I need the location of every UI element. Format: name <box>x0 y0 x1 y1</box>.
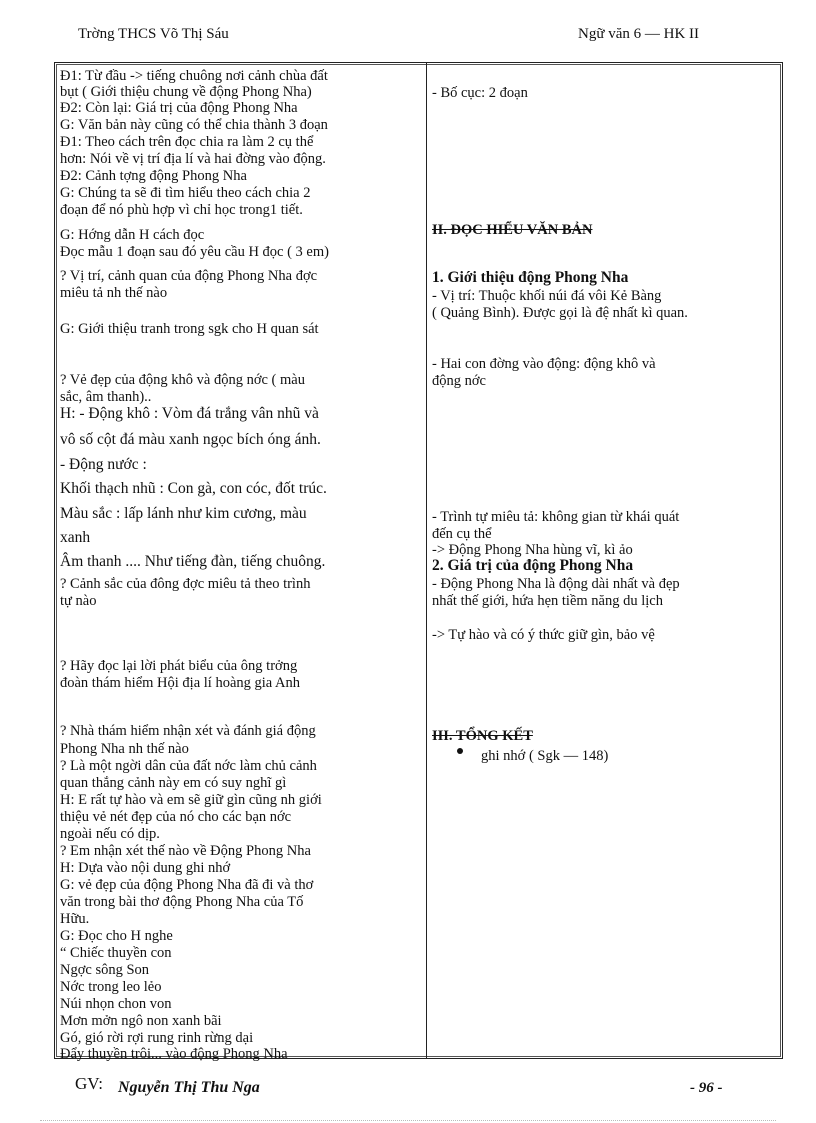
left-line: G: Đọc cho H nghe <box>60 928 173 944</box>
vi-tri-line: ( Quảng Bình). Được gọi là đệ nhất kì quan. <box>432 305 688 321</box>
hung-vi-line: -> Động Phong Nha hùng vĩ, kì ảo <box>432 542 633 558</box>
ghi-nho-line: ghi nhớ ( Sgk — 148) <box>481 748 609 764</box>
left-line: ? Em nhận xét thế nào về Động Phong Nha <box>60 843 311 859</box>
left-line: Đọc mẫu 1 đoạn sau đó yêu cầu H đọc ( 3 em) <box>60 244 329 260</box>
con-duong-line: - Hai con đờng vào động: động khô và <box>432 356 656 372</box>
trinh-tu-line: đến cụ thể <box>432 526 492 542</box>
left-line: H: Dựa vào nội dung ghi nhớ <box>60 860 231 876</box>
bottom-divider <box>40 1120 776 1121</box>
subsection-title-gia-tri: 2. Giá trị của động Phong Nha <box>432 557 634 574</box>
left-line: Hữu. <box>60 911 90 927</box>
left-line: ? Nhà thám hiểm nhận xét và đánh giá động <box>60 723 316 739</box>
left-line: văn trong bài thơ động Phong Nha của Tố <box>60 894 304 910</box>
tu-hao-line: -> Tự hào và có ý thức giữ gìn, bảo vệ <box>432 627 655 643</box>
trinh-tu-line: - Trình tự miêu tả: không gian từ khái quát <box>432 509 680 525</box>
left-line: G: Hớng dẫn H cách đọc <box>60 227 205 243</box>
left-line: Đ2: Còn lại: Giá trị của động Phong Nha <box>60 100 298 116</box>
left-line: G: Chúng ta sẽ đi tìm hiểu theo cách chia 2 <box>60 185 311 201</box>
left-line: vô số cột đá màu xanh ngọc bích óng ánh. <box>60 431 321 448</box>
left-line: hơn: Nói về vị trí địa lí và hai đờng vào động. <box>60 151 326 167</box>
gia-tri-line: nhất thế giới, hứa hẹn tiềm năng du lịch <box>432 593 663 609</box>
left-line: Đ2: Cảnh tợng động Phong Nha <box>60 168 247 184</box>
bullet-icon <box>457 748 463 754</box>
left-line: đoạn để nó phù hợp vì chỉ học trong1 tiết. <box>60 202 303 218</box>
left-line: quan thắng cảnh này em có suy nghĩ gì <box>60 775 287 791</box>
left-line: ngoài nếu có dịp. <box>60 826 160 842</box>
left-line: ? Cảnh sắc của đông đợc miêu tả theo trình <box>60 576 311 592</box>
left-line: Đẩy thuyền trôi... vào động Phong Nha <box>60 1046 288 1062</box>
left-line: Khối thạch nhũ : Con gà, con cóc, đốt trúc. <box>60 480 327 497</box>
column-divider <box>426 62 427 1059</box>
left-line: “ Chiếc thuyền con <box>60 945 172 961</box>
section-title-doc-hieu: II. ĐỌC HIỂU VĂN BẢN <box>432 222 593 238</box>
left-line: thiệu vẻ nét đẹp của nó cho các bạn nớc <box>60 809 292 825</box>
subsection-title-gioi-thieu: 1. Giới thiệu động Phong Nha <box>432 269 629 286</box>
left-line: Gó, gió rời rợi rung rinh rừng dại <box>60 1030 254 1046</box>
left-line: H: E rất tự hào và em sẽ giữ gìn cũng nh giới <box>60 792 322 808</box>
left-line: Núi nhọn chon von <box>60 996 172 1012</box>
left-line: xanh <box>60 529 91 546</box>
left-line: ? Vẻ đẹp của động khô và động nớc ( màu <box>60 372 305 388</box>
left-line: G: Giới thiệu tranh trong sgk cho H quan sát <box>60 321 319 337</box>
left-line: Đ1: Từ đầu -> tiếng chuông nơi cảnh chùa đất <box>60 68 328 84</box>
bo-cuc: - Bố cục: 2 đoạn <box>432 85 528 101</box>
left-line: Phong Nha nh thế nào <box>60 741 189 757</box>
left-line: ? Vị trí, cảnh quan của động Phong Nha đợc <box>60 268 318 284</box>
left-line: bụt ( Giới thiệu chung về động Phong Nha) <box>60 84 312 100</box>
left-line: Đ1: Theo cách trên đọc chia ra làm 2 cụ thể <box>60 134 314 150</box>
left-line: Ngợc sông Son <box>60 962 150 978</box>
left-line: G: Văn bản này cũng có thể chia thành 3 đoạn <box>60 117 328 133</box>
left-line: đoàn thám hiểm Hội địa lí hoàng gia Anh <box>60 675 301 691</box>
school-name: Trờng THCS Võ Thị Sáu <box>78 26 229 42</box>
left-line: H: - Động khô : Vòm đá trắng vân nhũ và <box>60 405 319 422</box>
left-line: Màu sắc : lấp lánh như kim cương, màu <box>60 505 307 522</box>
gia-tri-line: - Động Phong Nha là động dài nhất và đẹp <box>432 576 680 592</box>
left-line: - Động nước : <box>60 456 147 473</box>
teacher-label: GV: <box>75 1074 104 1093</box>
left-line: Nớc trong leo lẻo <box>60 979 162 995</box>
vi-tri-line: - Vị trí: Thuộc khối núi đá vôi Kẻ Bàng <box>432 288 662 304</box>
left-line: sắc, âm thanh).. <box>60 389 152 405</box>
left-line: ? Hãy đọc lại lời phát biểu của ông trởng <box>60 658 298 674</box>
left-line: Mơn mởn ngô non xanh bãi <box>60 1013 222 1029</box>
section-title-tong-ket: III. TỔNG KẾT <box>432 728 533 744</box>
left-line: tự nào <box>60 593 97 609</box>
left-line: miêu tả nh thế nào <box>60 285 168 301</box>
left-line: G: vẻ đẹp của động Phong Nha đã đi và thơ <box>60 877 314 893</box>
teacher-name: Nguyễn Thị Thu Nga <box>118 1079 260 1096</box>
left-line: Âm thanh .... Như tiếng đàn, tiếng chuông. <box>60 553 326 570</box>
page-number: - 96 - <box>690 1080 723 1096</box>
con-duong-line: động nớc <box>432 373 486 389</box>
subject-title: Ngữ văn 6 — HK II <box>578 26 700 42</box>
left-line: ? Là một ngời dân của đất nớc làm chủ cảnh <box>60 758 317 774</box>
